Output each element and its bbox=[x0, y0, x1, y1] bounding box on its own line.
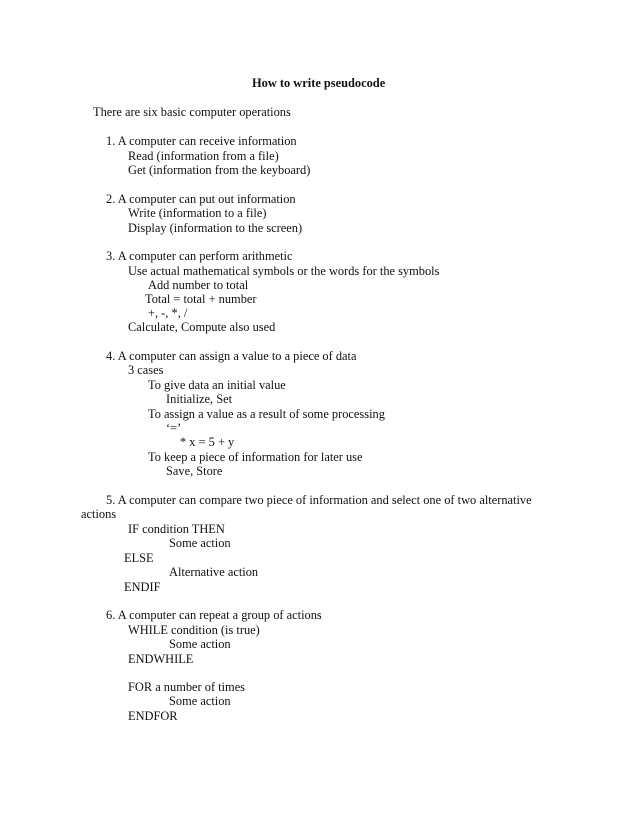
op6-line: WHILE condition (is true) bbox=[128, 623, 260, 637]
op4-line: To keep a piece of information for later use bbox=[148, 450, 363, 464]
op6-line: ENDFOR bbox=[128, 709, 178, 723]
op1-line: Get (information from the keyboard) bbox=[128, 163, 311, 177]
op4-line: ‘=’ bbox=[166, 421, 182, 435]
op5-heading-cont: actions bbox=[81, 507, 117, 521]
op3-line: Calculate, Compute also used bbox=[128, 320, 276, 334]
op3-line: Add number to total bbox=[148, 278, 249, 292]
op4-line: 3 cases bbox=[128, 363, 164, 377]
op3-line: Total = total + number bbox=[145, 292, 257, 306]
op4-line: * x = 5 + y bbox=[180, 435, 235, 449]
op4-line: Initialize, Set bbox=[166, 392, 233, 406]
op2-line: Display (information to the screen) bbox=[128, 221, 303, 235]
op1-heading: 1. A computer can receive information bbox=[106, 134, 297, 148]
op4-line: Save, Store bbox=[166, 464, 223, 478]
op3-line: Use actual mathematical symbols or the words for the symbols bbox=[128, 264, 440, 278]
op2-line: Write (information to a file) bbox=[128, 206, 267, 220]
op6-line: FOR a number of times bbox=[128, 680, 246, 694]
op6-line: Some action bbox=[169, 637, 231, 651]
op3-heading: 3. A computer can perform arithmetic bbox=[106, 249, 293, 263]
op5-line: ENDIF bbox=[124, 580, 161, 594]
op4-line: To assign a value as a result of some processing bbox=[148, 407, 385, 421]
op3-line: +, -, *, / bbox=[148, 306, 188, 320]
op5-line: Alternative action bbox=[169, 565, 259, 579]
op4-heading: 4. A computer can assign a value to a piece of data bbox=[106, 349, 357, 363]
page-title: How to write pseudocode bbox=[252, 76, 386, 90]
op5-heading: 5. A computer can compare two piece of information and select one of two alternative bbox=[106, 493, 532, 507]
op5-line: Some action bbox=[169, 536, 231, 550]
op6-line: ENDWHILE bbox=[128, 652, 194, 666]
op5-line: ELSE bbox=[124, 551, 154, 565]
intro-text: There are six basic computer operations bbox=[93, 105, 291, 119]
op6-heading: 6. A computer can repeat a group of actions bbox=[106, 608, 322, 622]
op6-line: Some action bbox=[169, 694, 231, 708]
op2-heading: 2. A computer can put out information bbox=[106, 192, 296, 206]
op4-line: To give data an initial value bbox=[148, 378, 286, 392]
op5-line: IF condition THEN bbox=[128, 522, 225, 536]
op1-line: Read (information from a file) bbox=[128, 149, 279, 163]
